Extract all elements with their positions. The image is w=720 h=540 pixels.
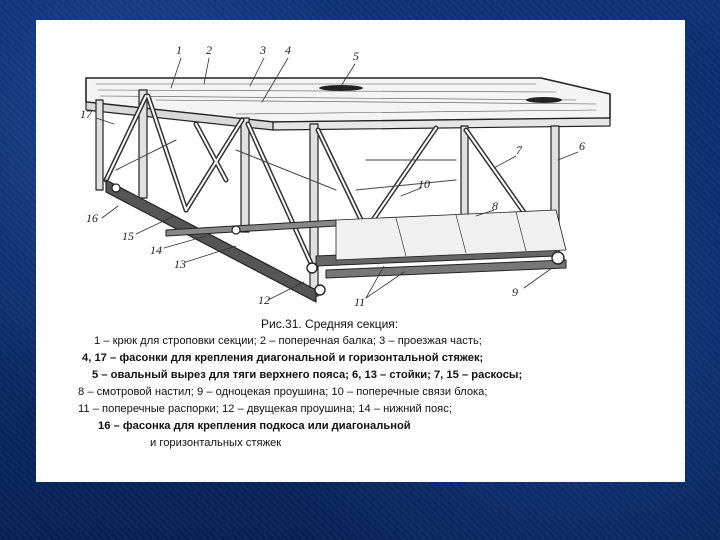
callout-6: 6 [579, 139, 585, 153]
caption-line: 5 – овальный вырез для тяги верхнего пояса; 6, 13 – стойки; 7, 15 – раскосы; [92, 369, 523, 381]
truss-section-drawing [36, 20, 685, 316]
caption-title: Рис.31. Средняя секция: [261, 317, 399, 331]
lug [315, 285, 325, 295]
lug [307, 263, 317, 273]
callout-9: 9 [512, 285, 518, 299]
callout-10: 10 [418, 177, 430, 191]
callout-15: 15 [122, 229, 134, 243]
caption-line: 11 – поперечные распорки; 12 – двущекая проушина; 14 – нижний пояс; [78, 403, 452, 415]
caption-line: 4, 17 – фасонки для крепления диагональной и горизонтальной стяжек; [82, 352, 484, 364]
callout-11: 11 [354, 295, 366, 309]
callout-1: 1 [176, 43, 182, 57]
oval-cutout [526, 97, 562, 103]
callout-13: 13 [174, 257, 186, 271]
caption-line: 16 – фасонка для крепления подкоса или диагональной [98, 420, 411, 432]
callout-7: 7 [516, 143, 522, 157]
bottom-chord [106, 180, 316, 302]
caption-line: и горизонтальных стяжек [150, 437, 282, 449]
callout-2: 2 [206, 43, 212, 57]
callout-8: 8 [492, 199, 498, 213]
callout-16: 16 [86, 211, 98, 225]
callout-4: 4 [285, 43, 291, 57]
slide-frame [36, 20, 685, 482]
callout-14: 14 [150, 243, 162, 257]
post [461, 126, 468, 226]
post [241, 118, 249, 232]
post [96, 100, 103, 190]
lug [112, 184, 120, 192]
caption-line: 1 – крюк для строповки секции; 2 – поперечная балка; 3 – проезжая часть; [94, 335, 482, 347]
callout-17: 17 [80, 107, 92, 121]
lug [552, 252, 564, 264]
callout-12: 12 [258, 293, 270, 307]
caption-line: 8 – смотровой настил; 9 – одноцекая проушина; 10 – поперечные связи блока; [78, 386, 488, 398]
callout-3: 3 [260, 43, 266, 57]
lug [232, 226, 240, 234]
callout-5: 5 [353, 49, 359, 63]
